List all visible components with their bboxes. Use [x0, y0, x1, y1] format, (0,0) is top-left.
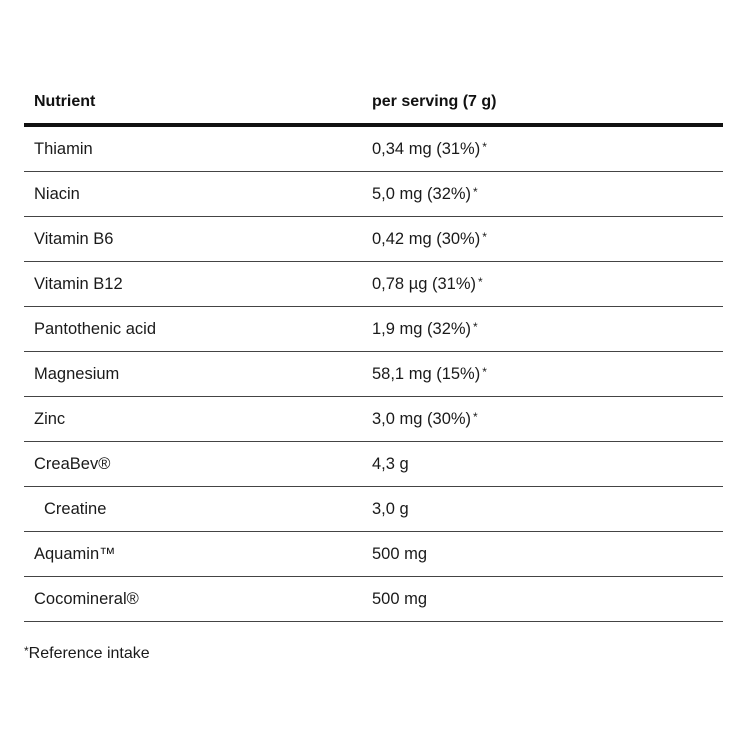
table-row: [24, 397, 723, 442]
nutrient-name: Vitamin B12: [34, 274, 123, 293]
table-row: [24, 352, 723, 397]
nutrient-value: 0,78 µg (31%) *: [372, 274, 483, 293]
header-nutrient: Nutrient: [34, 92, 96, 110]
nutrient-name: Pantothenic acid: [34, 319, 157, 338]
nutrient-name: CreaBev®: [34, 454, 111, 473]
reference-mark: *: [477, 274, 483, 289]
nutrient-value: 58,1 mg (15%) *: [372, 364, 487, 383]
reference-mark: *: [482, 364, 487, 379]
table-row: [24, 307, 723, 352]
reference-mark: *: [482, 229, 487, 244]
nutrient-name: Aquamin™: [34, 544, 116, 563]
nutrient-name: Zinc: [34, 409, 66, 428]
reference-mark: *: [473, 409, 478, 424]
nutrient-name: Cocomineral®: [34, 589, 139, 608]
nutrient-name: Thiamin: [34, 139, 93, 158]
table-row: [24, 172, 723, 217]
reference-mark: *: [473, 184, 478, 199]
table-row: [24, 442, 723, 487]
nutrient-value: 0,42 mg (30%) *: [372, 229, 487, 248]
table-row: [24, 262, 723, 307]
header-per-serving: per serving (7 g): [372, 92, 497, 110]
nutrient-name: Creatine: [44, 499, 107, 518]
nutrient-value: 3,0 mg (30%) *: [372, 409, 478, 428]
table-row: [24, 487, 723, 532]
nutrient-value: 5,0 mg (32%) *: [372, 184, 478, 203]
nutrient-name: Vitamin B6: [34, 229, 114, 248]
table-row: [24, 532, 723, 577]
table-row: [24, 127, 723, 172]
nutrient-name: Magnesium: [34, 364, 120, 383]
nutrient-value: 1,9 mg (32%) *: [372, 319, 478, 338]
footnote-mark: *: [24, 644, 29, 658]
footnote: [24, 644, 150, 663]
nutrient-value: 500 mg: [372, 589, 428, 608]
nutrient-value: 0,34 mg (31%) *: [372, 139, 487, 158]
nutrition-table: [24, 80, 723, 622]
reference-mark: *: [473, 319, 478, 334]
table-row: [24, 577, 723, 622]
footnote-text: Reference intake: [28, 645, 150, 662]
reference-mark: *: [482, 139, 487, 154]
table-header-row: [24, 80, 723, 127]
nutrient-value: 500 mg: [372, 544, 428, 563]
nutrient-name: Niacin: [34, 184, 80, 203]
table-row: [24, 217, 723, 262]
nutrient-value: 3,0 g: [372, 499, 409, 518]
nutrient-value: 4,3 g: [372, 454, 409, 473]
